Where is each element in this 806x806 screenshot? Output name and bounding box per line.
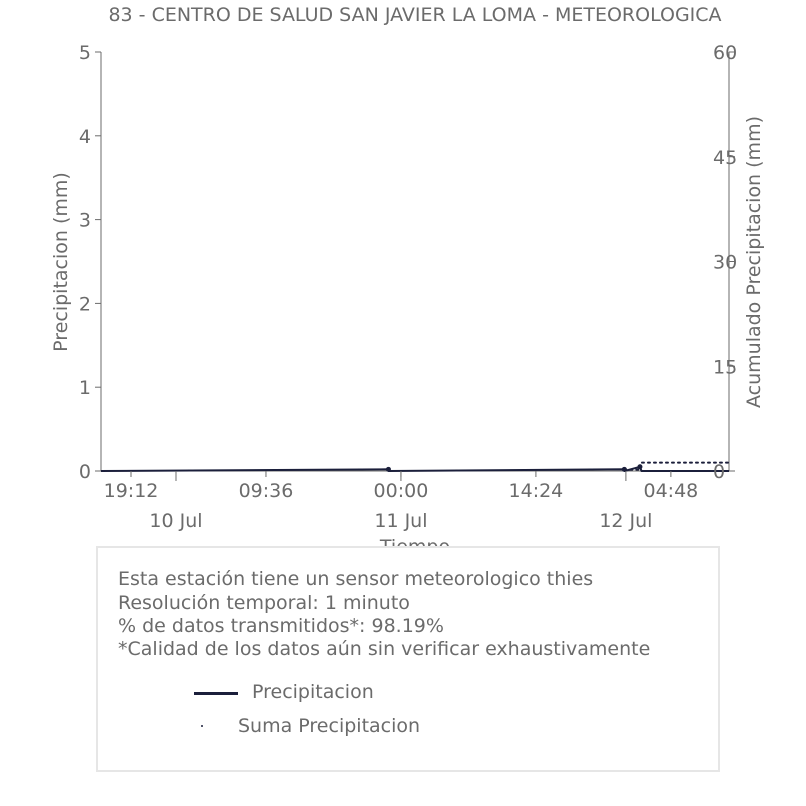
legend-item-precipitacion: Precipitacion (252, 681, 374, 703)
y-right-tick-label: 15 (713, 356, 738, 379)
y-left-tick-label: 3 (78, 209, 91, 232)
legend-dot-swatch (201, 725, 203, 727)
x-date-label: 11 Jul (374, 510, 428, 532)
y-right-tick-label: 0 (713, 461, 726, 483)
y-right-tick-label: 30 (713, 251, 738, 274)
y-left-tick-label: 4 (78, 125, 91, 148)
x-date-label: 12 Jul (599, 510, 653, 532)
x-time-label: 19:12 (103, 480, 159, 502)
x-time-label: 14:24 (508, 480, 564, 502)
y-left-tick-label: 1 (78, 377, 91, 400)
y-axis-right-label: Acumulado Precipitacion (mm) (743, 116, 765, 408)
info-sensor-text: Esta estación tiene un sensor meteorologico thies (118, 568, 594, 590)
legend-item-suma-precipitacion: Suma Precipitacion (238, 715, 421, 737)
chart-title: 83 - CENTRO DE SALUD SAN JAVIER LA LOMA - METEOROLOGICA (108, 4, 722, 26)
legend-line-swatch (194, 692, 238, 695)
y-left-tick-label: 0 (78, 461, 91, 483)
x-date-label: 10 Jul (149, 510, 203, 532)
info-legend-box (96, 546, 720, 772)
y-left-tick-label: 2 (78, 293, 91, 316)
y-right-tick-label: 60 (713, 42, 738, 64)
y-right-tick-label: 45 (713, 146, 738, 169)
info-transmission-text: % de datos transmitidos*: 98.19% (118, 615, 444, 637)
series-precipitacion (101, 467, 729, 471)
x-time-label: 09:36 (238, 480, 294, 502)
info-resolution-text: Resolución temporal: 1 minuto (118, 592, 410, 614)
x-time-label: 00:00 (373, 480, 429, 502)
precip-point (386, 467, 391, 472)
y-left-tick-label: 5 (78, 42, 91, 64)
info-quality-note: *Calidad de los datos aún sin verificar exhaustivamente (118, 638, 651, 660)
y-axis-left-label: Precipitacion (mm) (50, 172, 72, 352)
x-time-label: 04:48 (643, 480, 699, 502)
